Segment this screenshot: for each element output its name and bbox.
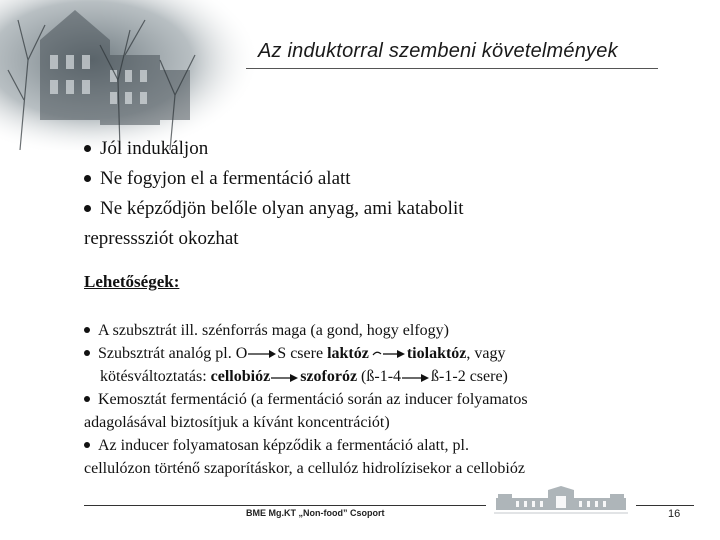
list-item: Ne képződjön belőle olyan anyag, ami katabolit xyxy=(84,194,644,224)
bullet-icon xyxy=(84,350,90,356)
list-item: Ne fogyjon el a fermentáció alatt xyxy=(84,164,644,194)
list-item-continuation: adagolásával biztosítjuk a kívánt koncentrációt) xyxy=(84,414,390,431)
slide-title: Az induktorral szembeni követelmények xyxy=(258,40,618,62)
list-item: Kemosztát fermentáció (a fermentáció során az inducer folyamatos xyxy=(84,388,704,411)
list-item-continuation: represssziót okozhat xyxy=(84,228,239,249)
page-number: 16 xyxy=(668,508,681,520)
building-photo xyxy=(0,0,260,150)
list-item: Jól indukáljon xyxy=(84,134,644,164)
bullet-icon xyxy=(84,175,91,182)
bullet-icon xyxy=(84,396,90,402)
arrow-right-icon xyxy=(369,349,407,359)
bullet-icon xyxy=(84,327,90,333)
requirements-list xyxy=(84,134,644,254)
list-item: Az inducer folyamatosan képződik a fermentáció alatt, pl. xyxy=(84,434,704,457)
bullet-icon xyxy=(84,205,91,212)
university-logo-icon xyxy=(486,486,636,518)
bullet-icon xyxy=(84,145,91,152)
bullet-icon xyxy=(84,442,90,448)
arrow-right-icon xyxy=(401,372,431,382)
list-item-continuation: kötésváltoztatás: cellobióz szoforóz (ß-1-4 ß-1-2 csere) xyxy=(100,368,508,385)
arrow-right-icon xyxy=(247,349,277,359)
list-item: A szubsztrát ill. szénforrás maga (a gond, hogy elfogy) xyxy=(84,319,704,342)
title-divider xyxy=(246,68,658,69)
arrow-right-icon xyxy=(270,372,300,382)
list-item: Szubsztrát analóg pl. O S csere laktóz tiolaktóz, vagy xyxy=(84,342,704,365)
options-list xyxy=(84,319,704,480)
footer-text: BME Mg.KT „Non-food” Csoport xyxy=(246,508,385,518)
options-heading: Lehetőségek: xyxy=(84,272,180,291)
list-item-continuation: cellulózon történő szaporításkor, a cellulóz hidrolízisekor a cellobióz xyxy=(84,460,525,477)
